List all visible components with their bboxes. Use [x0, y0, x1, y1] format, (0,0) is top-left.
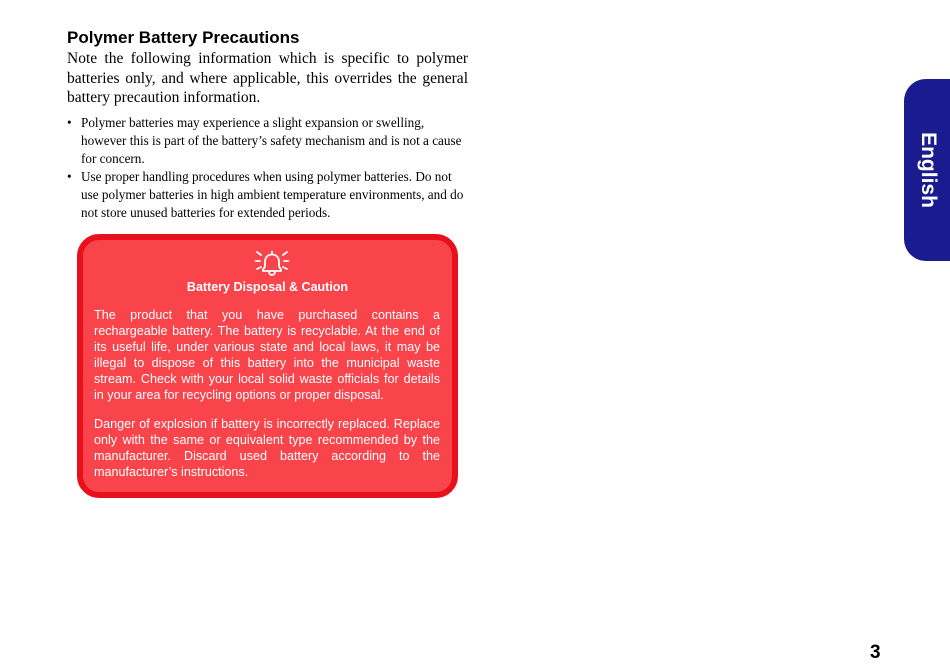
- section-heading: Polymer Battery Precautions: [67, 28, 300, 47]
- list-item: [67, 168, 467, 222]
- caution-title: Battery Disposal & Caution: [186, 280, 349, 294]
- alarm-bell-icon: [254, 247, 290, 279]
- bullet-icon: •: [67, 169, 72, 184]
- list-item: [67, 114, 467, 168]
- bullet-icon: •: [67, 115, 72, 130]
- list-item-text: Use proper handling procedures when using polymer batteries. Do not use polymer batteries in high ambient temperature environments, and do not store unused batteries for extended periods.: [81, 169, 464, 220]
- caution-paragraph-disposal: The product that you have purchased contains a rechargeable battery. The battery is recyclable. At the end of its useful life, under various state and local laws, it may be illegal to dispose of this battery into the municipal waste stream. Check with your local solid waste officials for details in your area for recycling options or proper disposal.: [94, 308, 440, 402]
- precaution-list: [67, 114, 467, 222]
- intro-paragraph: Note the following information which is specific to polymer batteries only, and where applicable, this overrides the general battery precaution information.: [67, 50, 468, 106]
- caution-box: [77, 234, 458, 498]
- language-tab-label: English: [917, 132, 940, 208]
- language-tab: [904, 79, 950, 261]
- list-item-text: Polymer batteries may experience a slight expansion or swelling, however this is part of the battery’s safety mechanism and is not a cause for concern.: [81, 115, 462, 166]
- page-number: 3: [870, 642, 881, 663]
- caution-paragraph-explosion: Danger of explosion if battery is incorrectly replaced. Replace only with the same or equivalent type recommended by the manufacturer. Discard used battery according to the manufacturer’s instructions.: [94, 417, 440, 479]
